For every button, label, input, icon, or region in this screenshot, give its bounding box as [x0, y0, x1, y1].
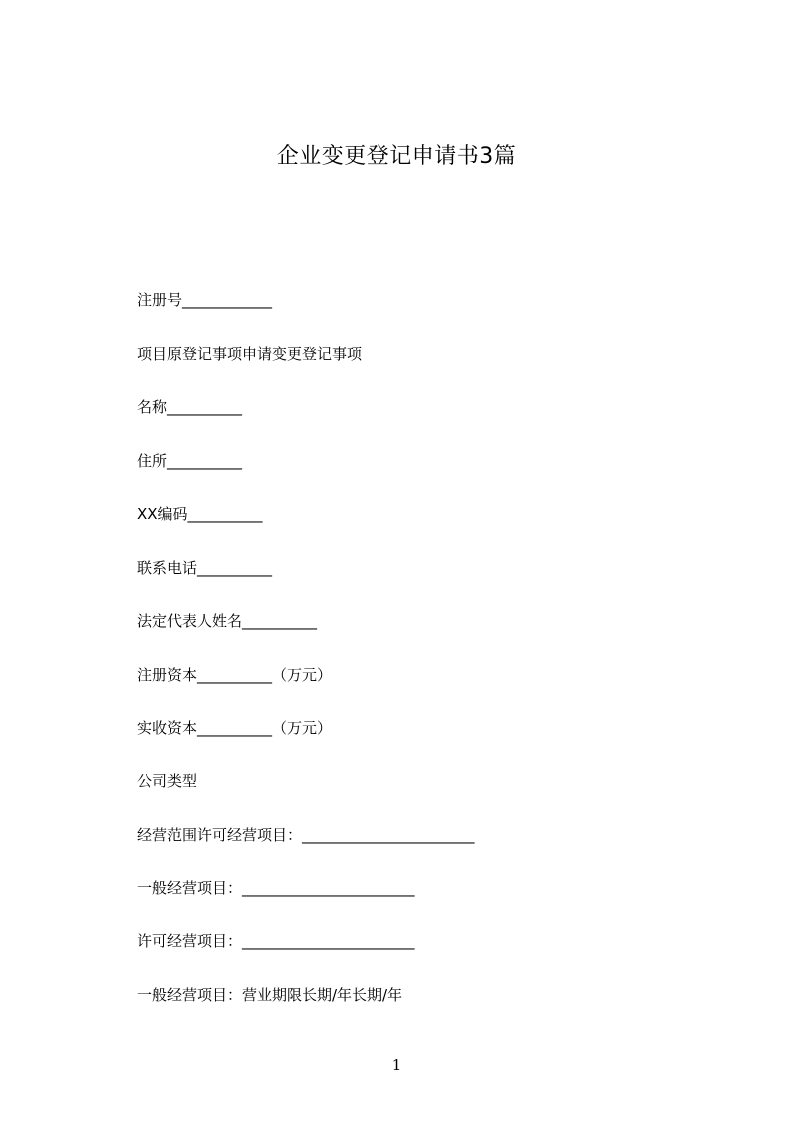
phone-line: 联系电话__________	[137, 559, 273, 577]
page-title: 企业变更登记申请书3篇	[276, 144, 517, 169]
legal-representative-line: 法定代表人姓名__________	[137, 612, 318, 630]
business-scope-licensed-line: 经营范围许可经营项目：_______________________	[137, 826, 475, 844]
paid-in-capital-line: 实收资本__________（万元）	[137, 719, 333, 737]
page-number: 1	[391, 1056, 402, 1074]
general-business-items-line: 一般经营项目：_______________________	[137, 879, 415, 897]
address-line: 住所__________	[137, 452, 243, 470]
business-term-line: 一般经营项目：营业期限长期/年长期/年	[137, 986, 403, 1004]
registration-number-line: 注册号____________	[137, 291, 273, 309]
licensed-business-items-line: 许可经营项目：_______________________	[137, 932, 415, 950]
table-header-line: 项目原登记事项申请变更登记事项	[137, 345, 363, 363]
registered-capital-line: 注册资本__________（万元）	[137, 666, 333, 684]
postal-code-line: XX编码__________	[137, 505, 263, 523]
name-line: 名称__________	[137, 398, 243, 416]
company-type-line: 公司类型	[137, 772, 198, 790]
